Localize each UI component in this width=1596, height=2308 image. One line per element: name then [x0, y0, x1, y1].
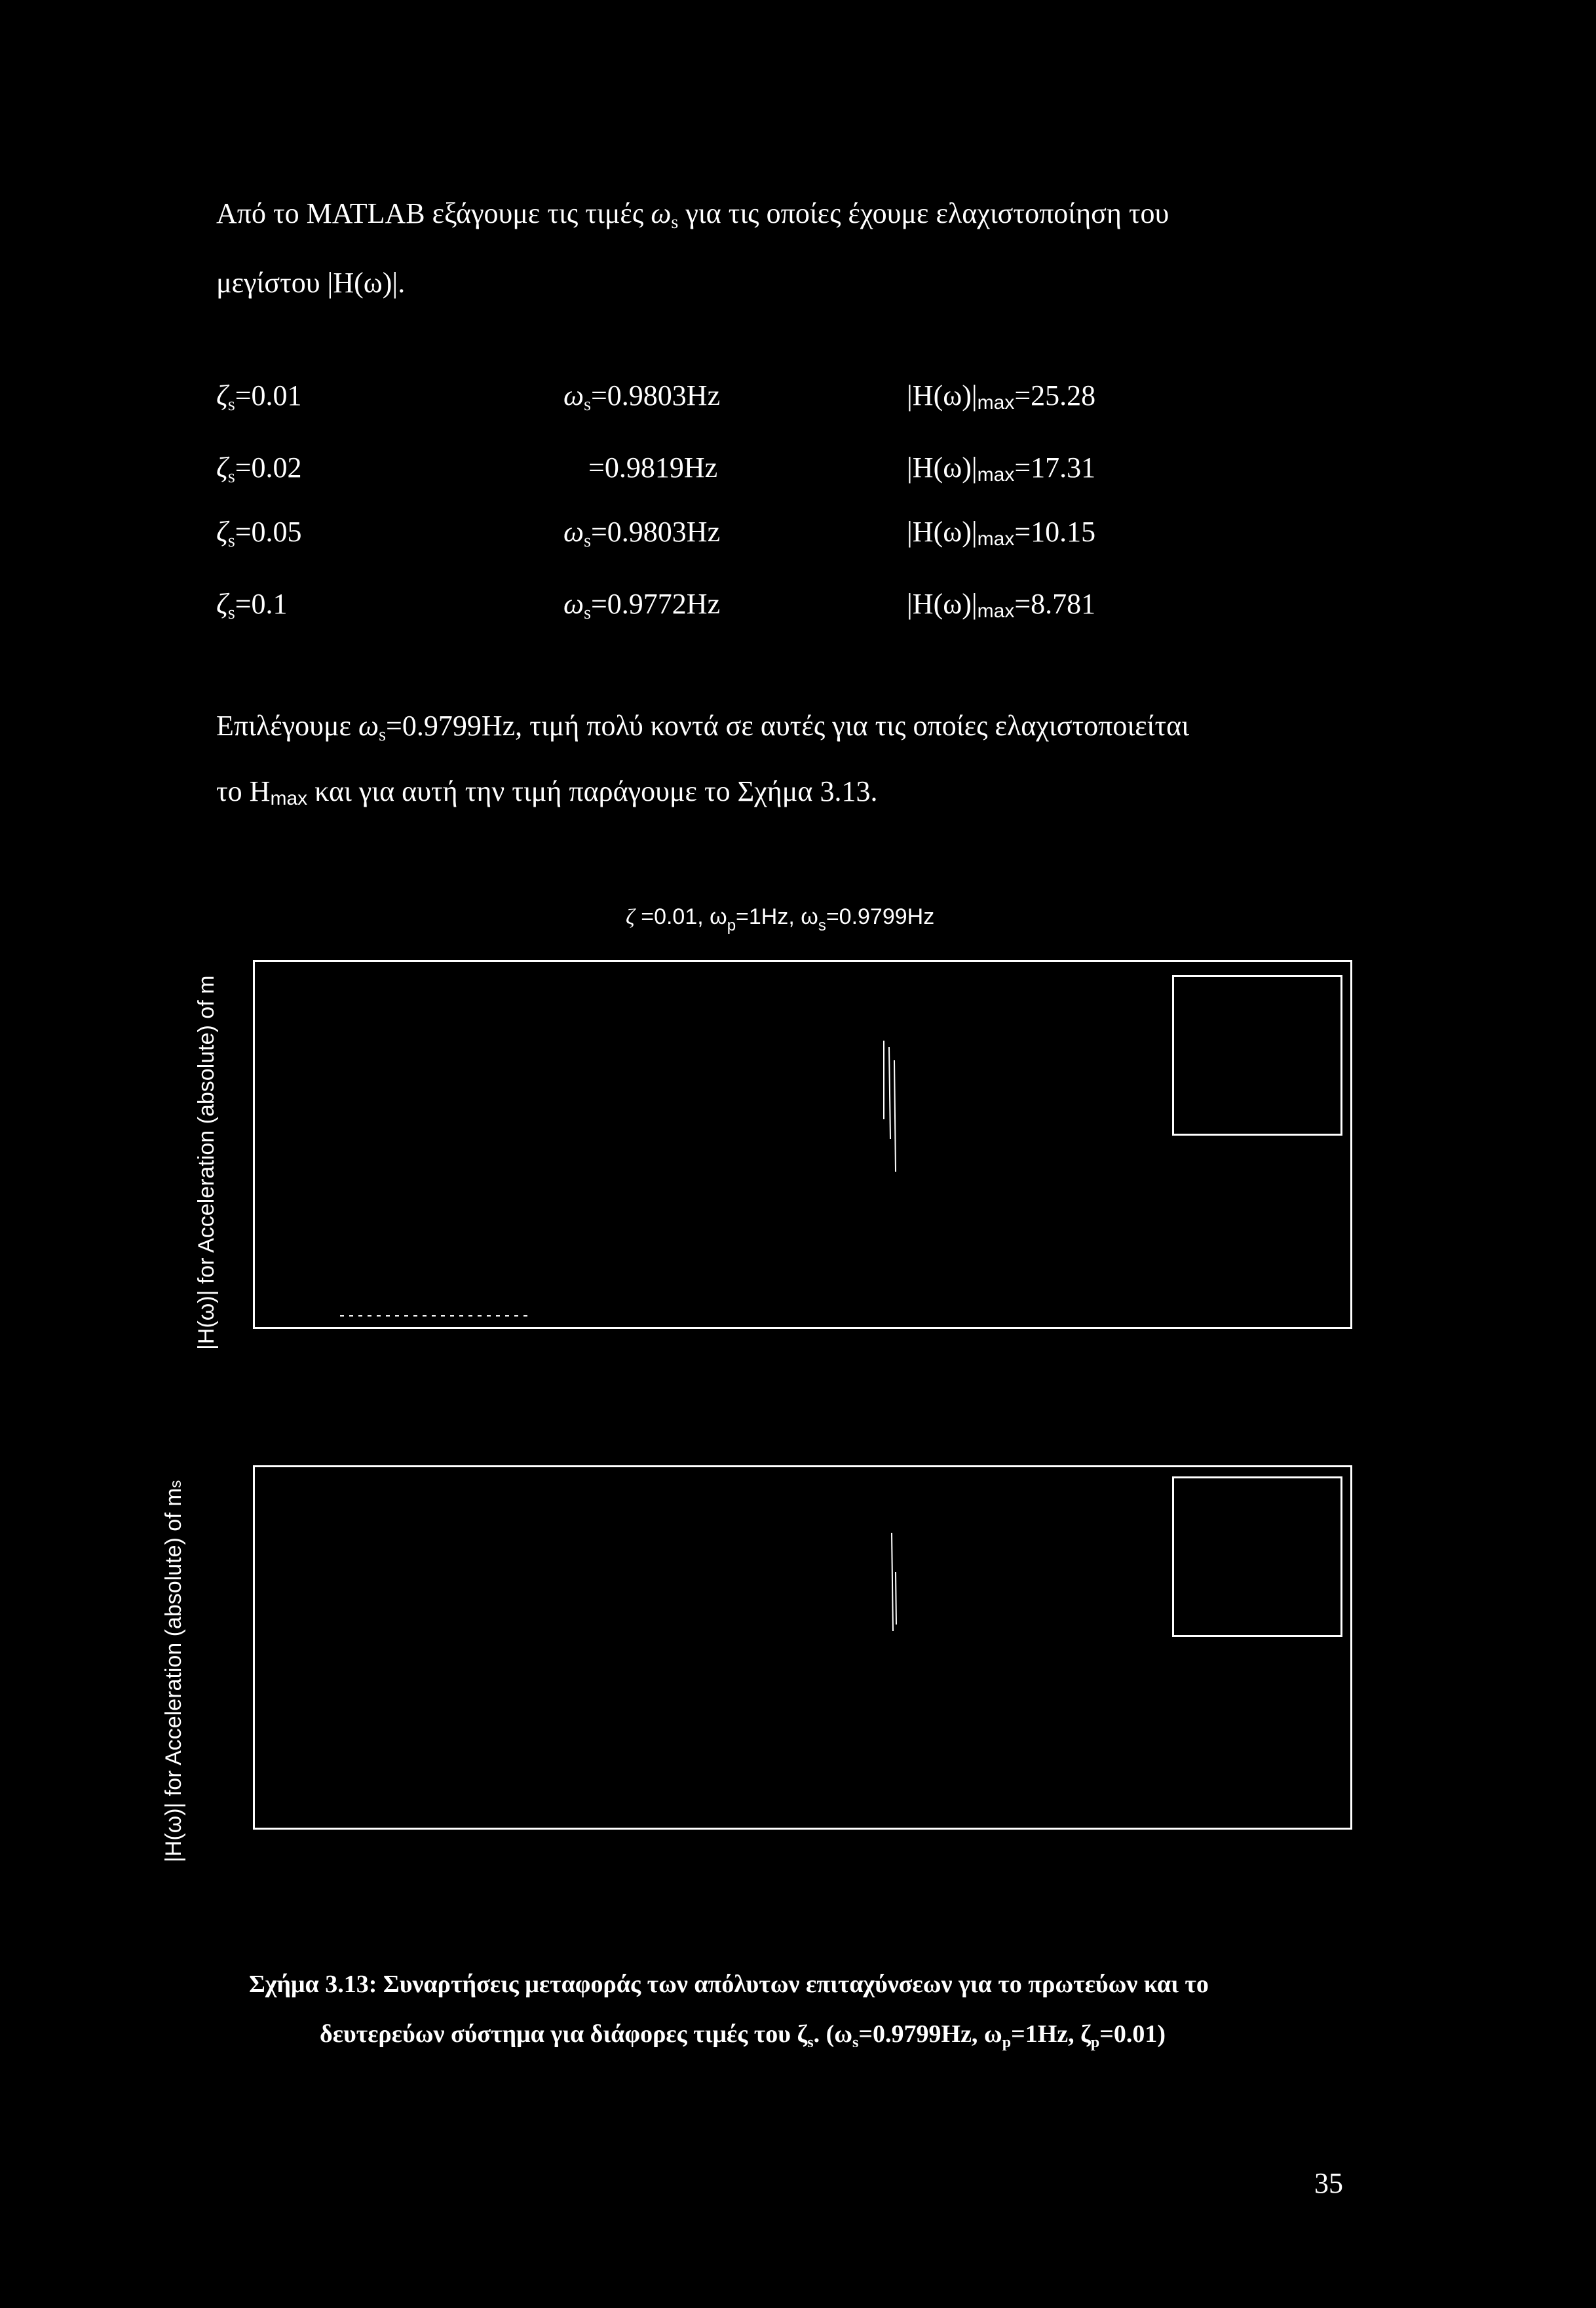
intro-line-1: Από το MATLAB εξάγουμε τις τιμές $\omega_s$ για τις οποίες έχουμε ελαχιστοποίηση του — [216, 197, 1169, 233]
figure-caption-line-1: Σχήμα 3.13: Συναρτήσεις μεταφοράς των απόλυτων επιταχύνσεων για το πρωτεύων και το — [249, 1971, 1209, 1998]
hmax-cell: |H(ω)|max=25.28 — [907, 379, 1096, 414]
omega-cell: =0.9819Hz — [588, 452, 718, 484]
page-number: 35 — [1314, 2167, 1343, 2199]
omega-cell: $\omega_s=0.9803Hz$ — [563, 516, 721, 551]
plot2-axes — [253, 1465, 1352, 1830]
hmax-cell: |H(ω)|max=8.781 — [907, 588, 1096, 622]
plot1-inset — [1172, 975, 1342, 1136]
intro-line-2: μεγίστου |H(ω)|. — [216, 267, 406, 299]
zeta-cell: $\zeta_s=0.01$ — [216, 379, 302, 415]
zeta-cell: $\zeta_s=0.02$ — [216, 452, 302, 487]
plot1-title: ζ =0.01, $\omega_p=1Hz$, $\omega_s=0.9799Hz$ — [626, 904, 935, 934]
figure-caption-line-2: δευτερεύων σύστημα για διάφορες τιμές του $\zeta_s$. ($\omega_s=0.9799Hz$, $\omega_p=1Hz$, $\zeta_p=0.01$) — [320, 2020, 1166, 2051]
plot2-ylabel: |H(ω)| for Acceleration (absolute) of ms — [161, 1480, 186, 1862]
omega-symbol: ω — [651, 197, 672, 229]
plot1-axes — [253, 960, 1352, 1329]
hmax-cell: |H(ω)|max=17.31 — [907, 452, 1096, 486]
choice-line-2: το Hmax και για αυτή την τιμή παράγουμε το Σχήμα 3.13. — [216, 775, 878, 809]
zeta-cell: $\zeta_s=0.05$ — [216, 516, 302, 551]
choice-line-1: Επιλέγουμε $\omega_s=0.9799Hz$, τιμή πολύ κοντά σε αυτές για τις οποίες ελαχιστοποιείται — [216, 710, 1190, 745]
zeta-cell: $\zeta_s=0.1$ — [216, 588, 288, 623]
plot2-inset — [1172, 1476, 1342, 1637]
omega-symbol: ω — [358, 710, 379, 742]
omega-cell: $\omega_s=0.9772Hz$ — [563, 588, 721, 623]
omega-cell: $\omega_s=0.9803Hz$ — [563, 379, 721, 415]
plot1-ylabel: |H(ω)| for Acceleration (absolute) of m — [194, 975, 219, 1350]
hmax-cell: |H(ω)|max=10.15 — [907, 516, 1096, 550]
